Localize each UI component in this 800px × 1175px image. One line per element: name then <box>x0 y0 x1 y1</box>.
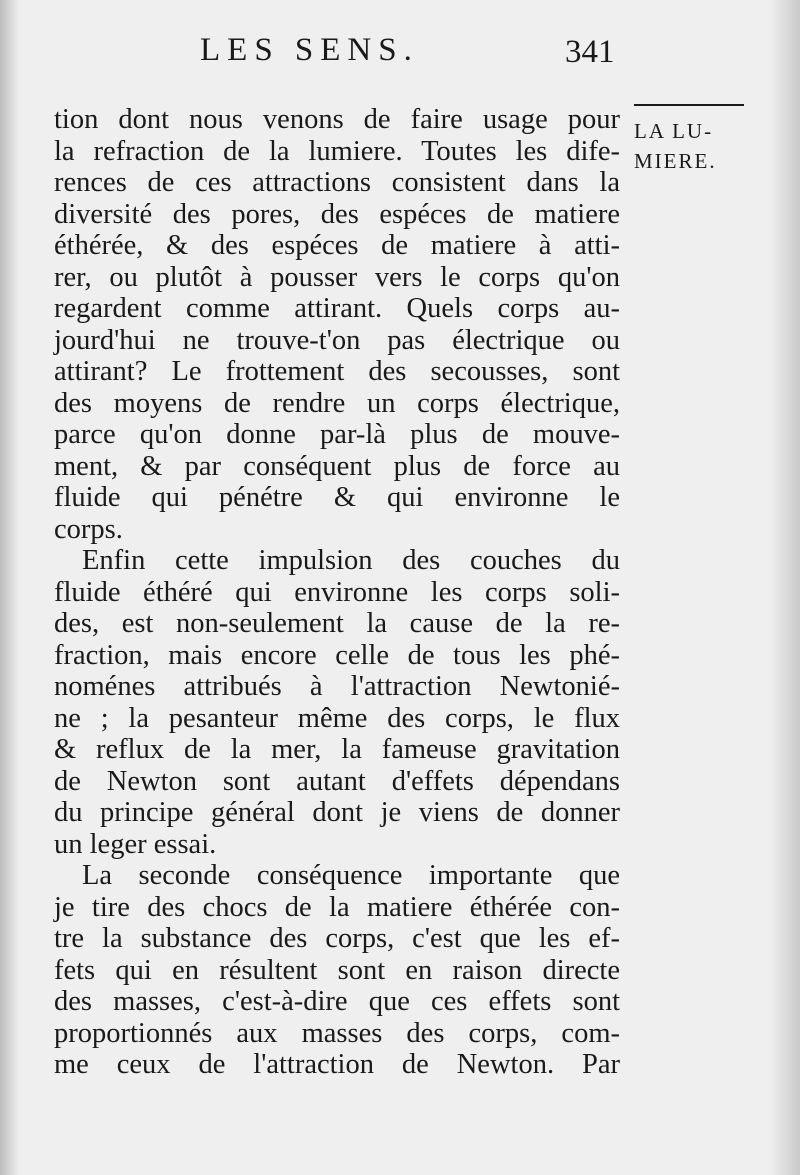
text-line: rer, ou plutôt à pousser vers le corps qu'on <box>54 261 620 293</box>
text-line: des moyens de rendre un corps électrique, <box>54 387 620 419</box>
text-line: me ceux de l'attraction de Newton. Par <box>54 1049 620 1080</box>
text-line: parce qu'on donne par-là plus de mouve- <box>54 419 620 450</box>
text-line: des, est non-seulement la cause de la re- <box>54 608 620 639</box>
text-line: fluide éthéré qui environne les corps soli- <box>54 576 620 608</box>
page-number: 341 <box>565 34 615 70</box>
text-line: attirant? Le frottement des secousses, sont <box>54 356 620 387</box>
margin-note <box>634 116 764 176</box>
margin-rule <box>634 104 744 106</box>
text-line: éthérée, & des espéces de matiere à atti- <box>54 230 620 261</box>
text-line: proportionnés aux masses des corps, com- <box>54 1017 620 1049</box>
text-line: rences de ces attractions consistent dans la <box>54 167 620 198</box>
text-line: ne ; la pesanteur même des corps, le flux <box>54 702 620 734</box>
text-line: noménes attribués à l'attraction Newtonié- <box>54 671 620 702</box>
text-line: je tire des chocs de la matiere éthérée con- <box>54 891 620 923</box>
text-line: de Newton sont autant d'effets dépendans <box>54 765 620 797</box>
text-line: diversité des pores, des espéces de matiere <box>54 198 620 230</box>
text-line: fluide qui pénétre & qui environne le <box>54 482 620 513</box>
margin-note-line: MIERE. <box>634 149 717 173</box>
text-line: & reflux de la mer, la fameuse gravitation <box>54 734 620 765</box>
text-line: La seconde conséquence importante que <box>82 860 620 891</box>
text-line: corps. <box>54 513 123 545</box>
text-line: fraction, mais encore celle de tous les phé- <box>54 639 620 671</box>
text-line: ment, & par conséquent plus de force au <box>54 450 620 482</box>
text-line: du principe général dont je viens de donner <box>54 797 620 828</box>
text-line: jourd'hui ne trouve-t'on pas électrique ou <box>54 324 620 356</box>
text-line: la refraction de la lumiere. Toutes les dife- <box>54 135 620 167</box>
text-line: un leger essai. <box>54 828 217 860</box>
text-line: tre la substance des corps, c'est que les ef- <box>54 923 620 954</box>
text-line: fets qui en résultent sont en raison directe <box>54 954 620 986</box>
text-line: regardent comme attirant. Quels corps au- <box>54 293 620 324</box>
margin-note-line: LA LU- <box>634 119 714 143</box>
text-line: Enfin cette impulsion des couches du <box>82 545 620 576</box>
text-line: des masses, c'est-à-dire que ces effets sont <box>54 986 620 1017</box>
body-text <box>54 104 620 1081</box>
running-title: LES SENS. <box>200 32 419 68</box>
text-line: tion dont nous venons de faire usage pour <box>54 104 620 135</box>
